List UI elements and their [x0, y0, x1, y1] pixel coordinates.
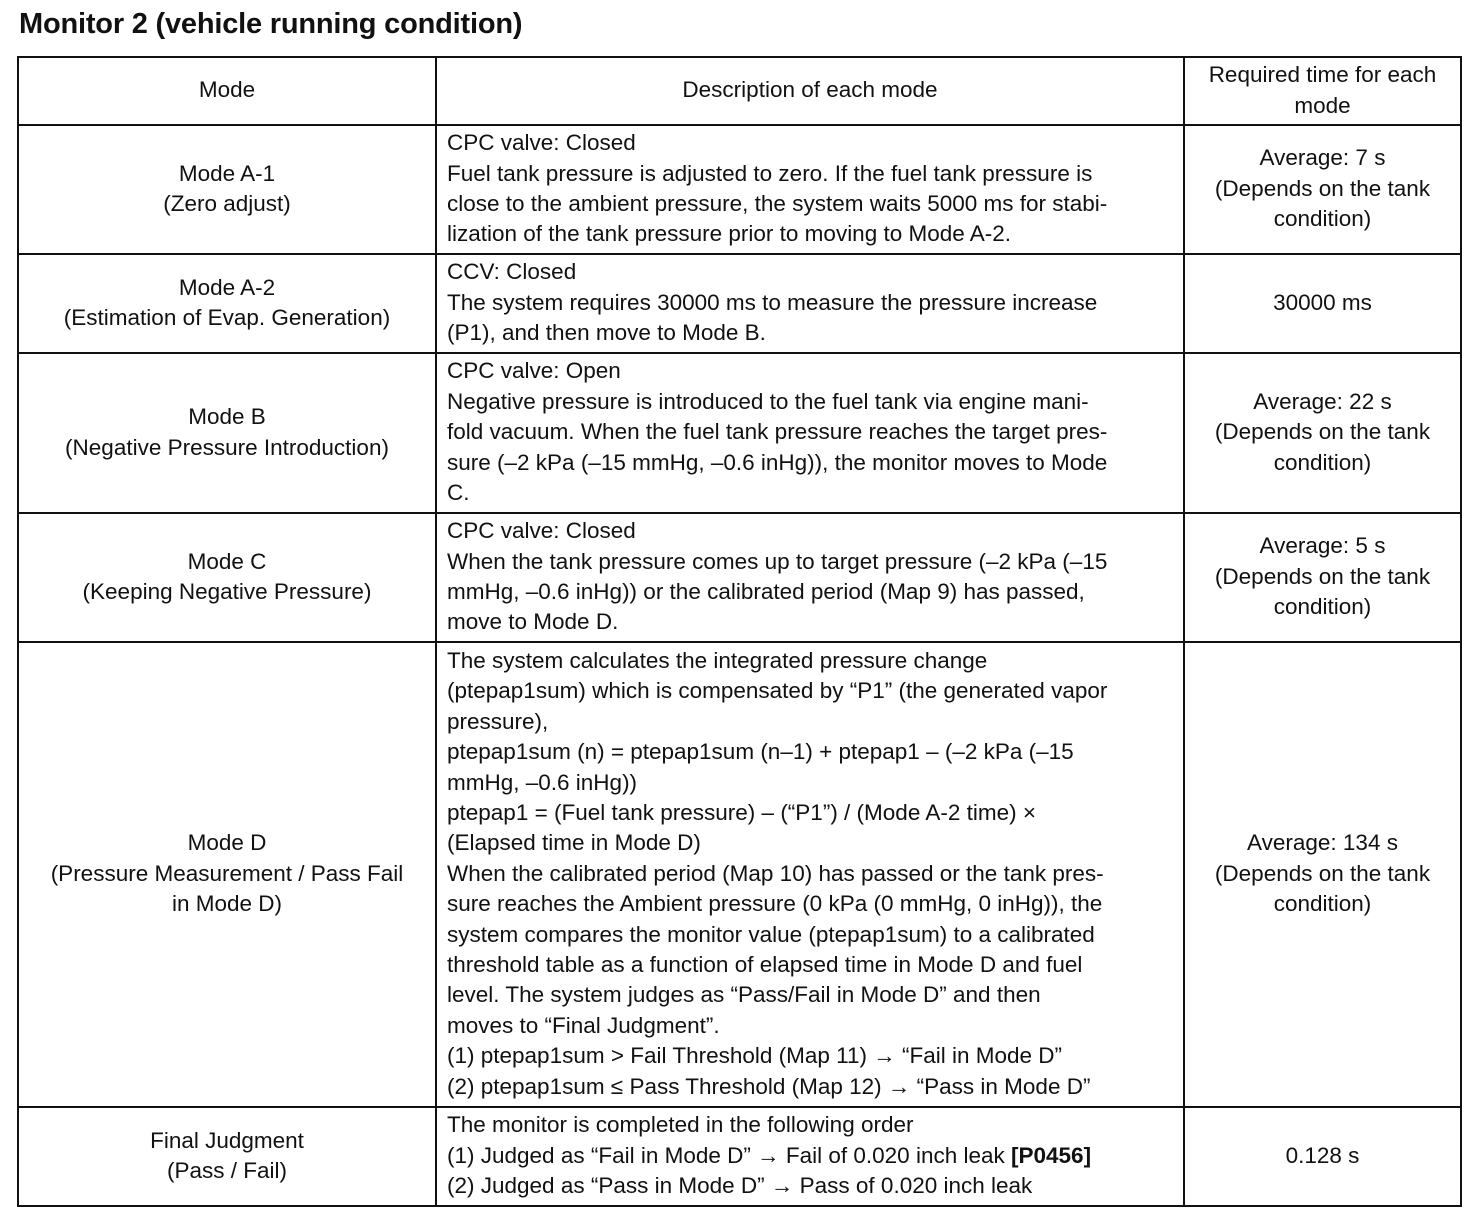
cell-text-line: condition)	[1273, 594, 1372, 620]
cell-text-line: (Keeping Negative Pressure)	[82, 579, 372, 604]
cell-text-line: Average: 7 s	[1259, 145, 1386, 171]
cell-text-line: C.	[447, 480, 470, 506]
cell-text-line: CCV: Closed	[447, 259, 577, 285]
cell-text-line: (ptepap1sum) which is compensated by “P1” (the generated vapor	[447, 678, 1108, 704]
cell-text-line: (Negative Pressure Introduction)	[65, 434, 389, 460]
cell-text-line: Average: 134 s	[1247, 830, 1398, 856]
cell-text-line: mode	[1294, 92, 1351, 118]
cell-text-line: Fuel tank pressure is adjusted to zero. If the fuel tank pressure is	[447, 160, 1093, 186]
cell-text-line: system compares the monitor value (ptepap1sum) to a calibrated	[447, 921, 1095, 947]
cell-text-line: (Depends on the tank	[1214, 860, 1431, 886]
cell-text-line: Description of each mode	[682, 77, 938, 103]
monitor-table	[17, 56, 1462, 1207]
cell-text-line: The system requires 30000 ms to measure the pressure increase	[447, 289, 1098, 315]
cell-text-line: Mode D	[187, 830, 267, 856]
cell-text-line: level. The system judges as “Pass/Fail in Mode D” and then	[447, 982, 1041, 1008]
cell-text-line: close to the ambient pressure, the system waits 5000 ms for stabi-	[447, 191, 1108, 216]
cell-text-line: CPC valve: Closed	[447, 518, 636, 544]
cell-text-line: lization of the tank pressure prior to moving to Mode A-2.	[447, 221, 1012, 247]
cell-text-line: Final Judgment	[150, 1127, 304, 1153]
cell-text-line: moves to “Final Judgment”.	[447, 1012, 720, 1038]
cell-text-line: Mode A-1	[178, 160, 276, 186]
mode-cell	[18, 513, 436, 642]
cell-text-line: (Zero adjust)	[163, 191, 291, 216]
cell-text-line: (1) ptepap1sum > Fail Threshold (Map 11) → “Fail in Mode D”	[447, 1043, 1063, 1069]
cell-text-line: Mode C	[187, 548, 267, 574]
cell-text-line: Average: 22 s	[1253, 388, 1392, 414]
cell-text-line: Mode B	[188, 404, 266, 430]
cell-text-line: (Pressure Measurement / Pass Fail	[50, 860, 404, 886]
cell-text-line: condition)	[1273, 891, 1372, 917]
cell-text-line: 30000 ms	[1273, 289, 1372, 315]
cell-text-line: CPC valve: Closed	[447, 130, 636, 156]
header-mode	[18, 57, 436, 125]
required-time-cell	[1184, 513, 1461, 642]
cell-text-line: (Pass / Fail)	[166, 1158, 287, 1183]
table-row	[18, 353, 1461, 513]
cell-text-line: Required time for each	[1208, 62, 1437, 88]
cell-text-line: Mode A-2	[178, 274, 276, 300]
dtc-code: [P0456]	[1011, 1142, 1092, 1168]
required-time-cell	[1184, 642, 1461, 1107]
cell-text-line: When the calibrated period (Map 10) has passed or the tank pres-	[447, 860, 1104, 886]
cell-text-line: condition)	[1273, 449, 1372, 475]
cell-text-line: mmHg, –0.6 inHg)) or the calibrated period (Map 9) has passed,	[447, 579, 1085, 604]
header-required-time	[1184, 57, 1461, 125]
cell-text-line: condition)	[1273, 206, 1372, 232]
cell-text-line: CPC valve: Open	[447, 358, 621, 384]
cell-text-line: (P1), and then move to Mode B.	[447, 320, 766, 346]
cell-text-line: Average: 5 s	[1259, 533, 1386, 559]
header-description	[436, 57, 1184, 125]
description-cell	[436, 513, 1184, 642]
cell-text-line: ptepap1sum (n) = ptepap1sum (n–1) + ptepap1 – (–2 kPa (–15	[447, 739, 1074, 765]
mode-cell	[18, 254, 436, 353]
description-cell	[436, 642, 1184, 1107]
cell-text-line: (2) Judged as “Pass in Mode D” → Pass of 0.020 inch leak	[447, 1173, 1033, 1199]
mode-cell	[18, 1107, 436, 1206]
cell-text-line: in Mode D)	[171, 891, 283, 917]
required-time-cell	[1184, 254, 1461, 353]
cell-text-line: sure reaches the Ambient pressure (0 kPa (0 mmHg, 0 inHg)), the	[447, 891, 1103, 917]
required-time-cell	[1184, 125, 1461, 254]
fail-judgment-text: (1) Judged as “Fail in Mode D” → Fail of 0.020 inch leak	[447, 1142, 1012, 1168]
table-row	[18, 642, 1461, 1107]
cell-text-line: pressure),	[447, 708, 549, 734]
cell-text-line: mmHg, –0.6 inHg))	[447, 769, 638, 795]
cell-text-line: Mode	[198, 77, 256, 103]
cell-text-line: (2) ptepap1sum ≤ Pass Threshold (Map 12) → “Pass in Mode D”	[447, 1073, 1091, 1099]
required-time-cell	[1184, 1107, 1461, 1206]
cell-text-line: (Elapsed time in Mode D)	[447, 830, 701, 856]
mode-cell	[18, 353, 436, 513]
description-cell	[436, 353, 1184, 513]
cell-text-line: (Depends on the tank	[1214, 419, 1431, 445]
mode-cell	[18, 642, 436, 1107]
cell-text-line: 0.128 s	[1285, 1142, 1360, 1168]
mode-cell	[18, 125, 436, 254]
cell-text-line: The monitor is completed in the following order	[447, 1112, 914, 1138]
table-row	[18, 513, 1461, 642]
description-cell	[436, 254, 1184, 353]
table-row	[18, 1107, 1461, 1206]
table-header-row	[18, 57, 1461, 125]
cell-text-line: The system calculates the integrated pressure change	[447, 647, 988, 673]
cell-text-line: (Depends on the tank	[1214, 563, 1431, 589]
cell-text-line: fold vacuum. When the fuel tank pressure reaches the target pres-	[447, 419, 1108, 445]
cell-text-line: When the tank pressure comes up to target pressure (–2 kPa (–15	[447, 548, 1108, 574]
page-title: Monitor 2 (vehicle running condition)	[19, 8, 523, 40]
cell-text-line: move to Mode D.	[447, 609, 619, 635]
cell-text-line: sure (–2 kPa (–15 mmHg, –0.6 inHg)), the monitor moves to Mode	[447, 449, 1108, 475]
cell-text-line: (Depends on the tank	[1214, 175, 1431, 201]
cell-text-line: threshold table as a function of elapsed time in Mode D and fuel	[447, 952, 1083, 978]
table-row	[18, 254, 1461, 353]
cell-text-line: Negative pressure is introduced to the fuel tank via engine mani-	[447, 388, 1089, 414]
cell-text-line: ptepap1 = (Fuel tank pressure) – (“P1”) / (Mode A-2 time) ×	[447, 799, 1036, 825]
cell-text-line: (Estimation of Evap. Generation)	[63, 305, 391, 330]
required-time-cell	[1184, 353, 1461, 513]
description-cell	[436, 125, 1184, 254]
table-row	[18, 125, 1461, 254]
description-cell	[436, 1107, 1184, 1206]
